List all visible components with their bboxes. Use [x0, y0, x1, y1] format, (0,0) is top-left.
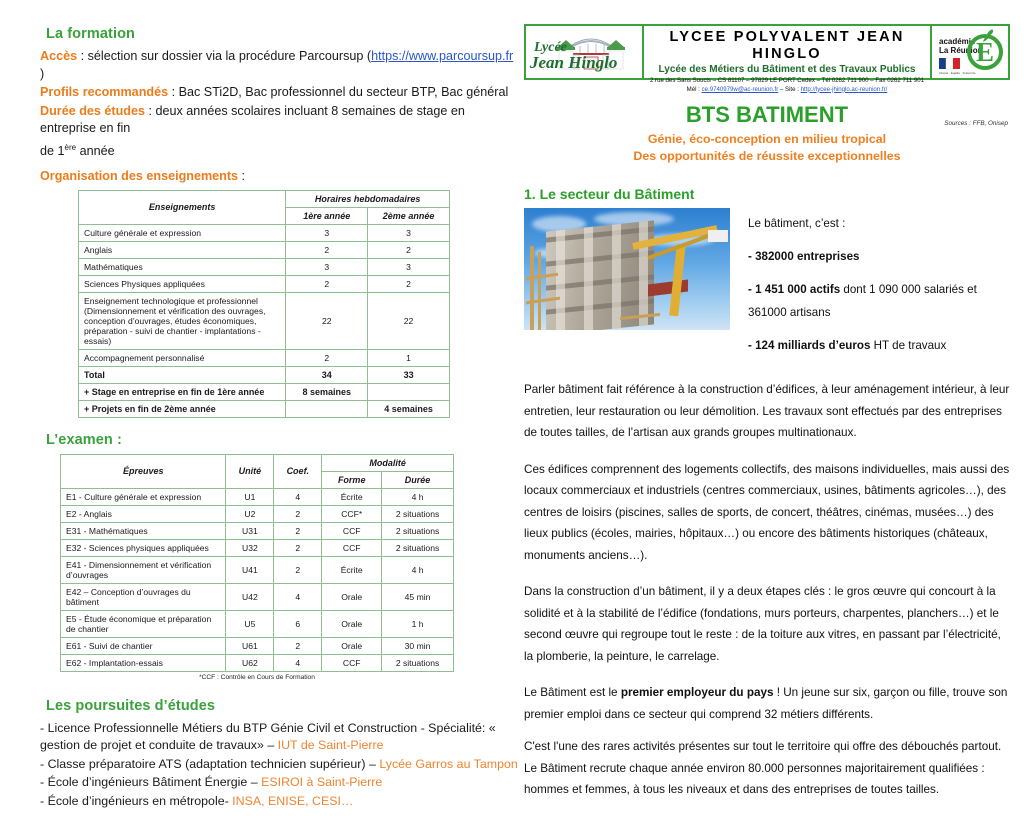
- poursuites-list: [40, 720, 520, 811]
- cell-forme: CCF: [322, 654, 382, 671]
- paragraph-3: Dans la construction d’un bâtiment, il y a deux étapes clés : le gros œuvre qui concourt à la solidité et à la stabilité de l’édifice (fondations, murs porteurs, charpentes, planchers…) et le second œuvre qui regroupe tout le reste : de la toiture aux vitres, en passant par l’électricité, la plomberie, la peinture, le carrelage.: [524, 585, 1001, 663]
- cell-year-2: 22: [368, 292, 450, 349]
- table-row: [79, 258, 450, 275]
- cell-subject: Sciences Physiques appliquées: [79, 275, 286, 292]
- table-header-row: [61, 454, 454, 471]
- fact-travaux: [748, 334, 1010, 357]
- table-row: [79, 383, 450, 400]
- cell-epreuve: E41 - Dimensionnement et vérification d’ouvrages: [61, 556, 226, 583]
- cell-forme: CCF: [322, 539, 382, 556]
- svg-text:Liberté · Égalité · Fraternité: Liberté · Égalité · Fraternité: [939, 71, 976, 75]
- fact-actifs-rest: dont 1 090 000 salariés et 361000 artisans: [748, 283, 977, 319]
- ordinal-suffix: ère: [64, 142, 77, 152]
- cell-coef: 2: [274, 522, 322, 539]
- cell-coef: 2: [274, 505, 322, 522]
- cell-coef: 2: [274, 637, 322, 654]
- school-contact: [646, 86, 928, 95]
- cell-epreuve: E2 - Anglais: [61, 505, 226, 522]
- cell-year-1: 3: [286, 258, 368, 275]
- list-item-text: - Classe préparatoire ATS (adaptation technicien supérieur) –: [40, 756, 380, 771]
- cell-forme: CCF: [322, 522, 382, 539]
- profils-label: Profils recommandés: [40, 85, 169, 99]
- right-column: [524, 24, 1010, 816]
- cell-year-1: 22: [286, 292, 368, 349]
- cell-subject: + Stage en entreprise en fin de 1ère année: [79, 383, 286, 400]
- poursuites-heading: Les poursuites d’études: [46, 697, 216, 714]
- cell-year-1: [286, 400, 368, 417]
- cell-year-1: 8 semaines: [286, 383, 368, 400]
- fact-actifs: [748, 278, 1010, 324]
- cell-duree: 45 min: [382, 583, 454, 610]
- construction-site-photo: [524, 208, 730, 330]
- profils-text: : Bac STi2D, Bac professionnel du secteur BTP, Bac général: [168, 85, 509, 99]
- cell-epreuve: E5 - Étude économique et préparation de chantier: [61, 610, 226, 637]
- duree-line: [40, 103, 520, 138]
- cell-unite: U1: [226, 488, 274, 505]
- cell-forme: Écrite: [322, 556, 382, 583]
- cell-duree: 2 situations: [382, 505, 454, 522]
- cell-year-1: 2: [286, 349, 368, 366]
- acces-label: Accès: [40, 49, 78, 63]
- table-row: [79, 400, 450, 417]
- site-separator: – Site :: [778, 85, 801, 93]
- cell-year-2: 2: [368, 275, 450, 292]
- paragraph-1: Parler bâtiment fait référence à la construction d’édifices, à leur aménagement intérieur, à leur entretien, leur restauration ou leur démolition. Les travaux sont effectués par des entreprises de toutes tailles, de l’artisan aux grands groupes multinationaux.: [524, 383, 1010, 439]
- svg-text:É: É: [976, 37, 995, 67]
- facts-intro: Le bâtiment, c’est :: [748, 217, 846, 230]
- cell-subject: Anglais: [79, 241, 286, 258]
- table-row: [79, 275, 450, 292]
- cell-year-2: 4 semaines: [368, 400, 450, 417]
- th-coef: Coef.: [274, 454, 322, 488]
- cell-unite: U32: [226, 539, 274, 556]
- page-subtitle-1: Génie, éco-conception en milieu tropical: [647, 132, 887, 146]
- paragraph-4-bold: premier employeur du pays: [620, 686, 774, 699]
- exam-table: [60, 454, 454, 672]
- cell-forme: Orale: [322, 610, 382, 637]
- cell-duree: 2 situations: [382, 654, 454, 671]
- cell-duree: 2 situations: [382, 539, 454, 556]
- cell-epreuve: E32 - Sciences physiques appliquées: [61, 539, 226, 556]
- svg-text:Lycée: Lycée: [534, 40, 567, 55]
- cell-subject: Culture générale et expression: [79, 224, 286, 241]
- table-header-row: [79, 190, 450, 207]
- cell-unite: U5: [226, 610, 274, 637]
- fact-entreprises: [748, 245, 1010, 268]
- letterhead-text: [644, 26, 932, 93]
- cell-duree: 2 situations: [382, 522, 454, 539]
- cell-subject: Mathématiques: [79, 258, 286, 275]
- list-item-institution: Lycée Garros au Tampon: [379, 756, 518, 771]
- profils-line: [40, 84, 520, 102]
- formation-heading: La formation: [46, 26, 136, 42]
- cell-epreuve: E62 - Implantation-essais: [61, 654, 226, 671]
- table-row: [61, 505, 454, 522]
- cell-forme: Orale: [322, 637, 382, 654]
- cell-coef: 4: [274, 654, 322, 671]
- organisation-label: Organisation des enseignements: [40, 169, 239, 184]
- page-subtitle-2: Des opportunités de réussite exceptionnelles: [633, 148, 901, 163]
- th-enseignements: Enseignements: [79, 190, 286, 224]
- svg-text:Jean Hinglo: Jean Hinglo: [530, 53, 618, 72]
- acces-text: : sélection sur dossier via la procédure Parcoursup (: [77, 49, 372, 63]
- teaching-table-head: [79, 190, 450, 224]
- cell-year-1: 2: [286, 275, 368, 292]
- list-item: [40, 720, 520, 755]
- th-forme: Forme: [322, 471, 382, 488]
- list-item-institution: INSA, ENISE, CESI…: [232, 793, 354, 808]
- photo-and-facts-row: [524, 208, 1010, 367]
- table-row: [61, 637, 454, 654]
- cell-subject: Total: [79, 366, 286, 383]
- cell-unite: U62: [226, 654, 274, 671]
- page-title: BTS BATIMENT: [685, 102, 849, 127]
- table-row: [61, 488, 454, 505]
- acces-tail: ): [40, 66, 45, 81]
- list-item-institution: ESIROI à Saint-Pierre: [261, 775, 383, 790]
- cell-year-1: 2: [286, 241, 368, 258]
- cell-duree: 30 min: [382, 637, 454, 654]
- fact-entreprises-value: - 382000 entreprises: [748, 250, 860, 263]
- cell-unite: U42: [226, 583, 274, 610]
- table-row: [79, 224, 450, 241]
- cell-forme: Écrite: [322, 488, 382, 505]
- cell-forme: Orale: [322, 583, 382, 610]
- section-1-body: [524, 379, 1010, 801]
- list-item-text: - École d’ingénieurs Bâtiment Énergie –: [40, 775, 262, 790]
- list-item: [40, 793, 520, 811]
- cell-subject: + Projets en fin de 2ème année: [79, 400, 286, 417]
- cell-year-1: 3: [286, 224, 368, 241]
- cell-epreuve: E61 - Suivi de chantier: [61, 637, 226, 654]
- mail-prefix: Mél :: [686, 85, 702, 93]
- cell-duree: 4 h: [382, 488, 454, 505]
- cell-year-2: 33: [368, 366, 450, 383]
- school-title: LYCEE POLYVALENT JEAN HINGLO: [669, 29, 905, 62]
- paragraph-5: C'est l'une des rares activités présentes sur tout le territoire qui offre des débouchés partout. Le Bâtiment recrute chaque année environ 80.000 personnes majoritairement qualifiées : hommes et femmes, à tous les niveaux et dans des entreprises de toutes tailles.: [524, 740, 1002, 796]
- th-unite: Unité: [226, 454, 274, 488]
- th-duree: Durée: [382, 471, 454, 488]
- cell-unite: U31: [226, 522, 274, 539]
- table-row: [61, 522, 454, 539]
- teaching-table-body: [79, 224, 450, 417]
- cell-year-2: 3: [368, 224, 450, 241]
- list-item: [40, 774, 520, 792]
- cell-coef: 2: [274, 556, 322, 583]
- sources-note: Sources : FFB, Onisep: [944, 120, 1008, 127]
- duree-text: : deux années scolaires incluant 8 semaines de stage en entreprise en fin: [40, 103, 465, 135]
- fact-travaux-value: - 124 milliards d’euros: [748, 339, 871, 352]
- cell-year-2: 1: [368, 349, 450, 366]
- th-horaires: Horaires hebdomadaires: [286, 190, 450, 207]
- duree-line-2: [40, 139, 520, 161]
- table-row: [79, 366, 450, 383]
- letterhead: [524, 24, 1010, 93]
- academie-reunion-logo: [935, 27, 1005, 77]
- academie-logo: [932, 26, 1008, 78]
- table-row: [79, 349, 450, 366]
- left-column: [40, 26, 520, 811]
- paragraph-4-pre: Le Bâtiment est le: [524, 686, 621, 699]
- th-annee-2: 2ème année: [368, 207, 450, 224]
- paragraph-4-post: ! Un jeune sur six, garçon ou fille, trouve son premier emploi dans ce secteur qui comprend 32 métiers différents.: [524, 686, 1008, 721]
- cell-duree: 1 h: [382, 610, 454, 637]
- cell-year-2: [368, 383, 450, 400]
- organisation-colon: :: [238, 169, 246, 184]
- cell-unite: U2: [226, 505, 274, 522]
- cell-duree: 4 h: [382, 556, 454, 583]
- school-logo: [526, 26, 644, 78]
- fact-travaux-rest: HT de travaux: [870, 339, 947, 352]
- cell-unite: U41: [226, 556, 274, 583]
- cell-subject: Accompagnement personnalisé: [79, 349, 286, 366]
- fact-actifs-value: - 1 451 000 actifs: [748, 283, 841, 296]
- cell-year-2: 3: [368, 258, 450, 275]
- cell-unite: U61: [226, 637, 274, 654]
- duree-text-pre: de 1: [40, 143, 65, 158]
- th-epreuves: Épreuves: [61, 454, 226, 488]
- school-address: 2 rue des Sans Soucis – CS 81107 – 97829 LE PORT Cedex – Tél 0262 711 900 – Fax 0262 711 901: [649, 77, 925, 84]
- cell-coef: 4: [274, 583, 322, 610]
- cell-epreuve: E1 - Culture générale et expression: [61, 488, 226, 505]
- cell-year-1: 34: [286, 366, 368, 383]
- organisation-line: [40, 168, 520, 186]
- cell-year-2: 2: [368, 241, 450, 258]
- examen-heading: L’examen :: [46, 431, 122, 448]
- paragraph-2: Ces édifices comprennent des logements collectifs, des maisons individuelles, mais aussi des locaux commerciaux et industriels (centres commerciaux, usines, bâtiments agricoles…), des centres de loisirs (piscines, salles de sports, de concert, théâtres, cinémas, musées…) des lieux publics (écoles, mairies, hôpitaux…) ou encore des bâtiments historiques (châteaux, monuments anciens…).: [524, 462, 1010, 562]
- academie-line2-text: La Réunion: [939, 46, 983, 55]
- cell-subject: Enseignement technologique et professionnel (Dimensionnement et vérification des ouvrages, conception d’ouvrages, études économiques, préparation - suivi de chantier - implantations - essais): [79, 292, 286, 349]
- parcoursup-link[interactable]: https://www.parcoursup.fr: [371, 49, 514, 63]
- table-row: [61, 654, 454, 671]
- paragraph-4: [524, 682, 1010, 725]
- acces-line: [40, 48, 520, 83]
- ccf-footnote: *CCF : Contrôle en Cours de Formation: [199, 673, 315, 681]
- school-logo-graphic: [528, 27, 640, 77]
- list-item: [40, 756, 520, 774]
- table-row: [61, 583, 454, 610]
- table-row: [79, 292, 450, 349]
- cell-forme: CCF*: [322, 505, 382, 522]
- teaching-hours-table: [78, 190, 450, 418]
- list-item-institution: IUT de Saint-Pierre: [277, 738, 384, 753]
- exam-table-body: [61, 488, 454, 671]
- exam-table-head: [61, 454, 454, 488]
- school-subtitle: Lycée des Métiers du Bâtiment et des Travaux Publics: [658, 64, 916, 75]
- cell-epreuve: E42 – Conception d’ouvrages du bâtiment: [61, 583, 226, 610]
- duree-text-post: année: [76, 143, 115, 158]
- academie-line1-text: académie: [939, 37, 976, 46]
- list-item-text: - École d’ingénieurs en métropole-: [40, 793, 233, 808]
- table-row: [61, 539, 454, 556]
- th-annee-1: 1ère année: [286, 207, 368, 224]
- table-row: [61, 610, 454, 637]
- th-modalite: Modalité: [322, 454, 454, 471]
- section-1-title: 1. Le secteur du Bâtiment: [524, 186, 695, 202]
- cell-epreuve: E31 - Mathématiques: [61, 522, 226, 539]
- duree-label: Durée des études: [40, 103, 145, 118]
- cell-coef: 2: [274, 539, 322, 556]
- list-item-text: - Licence Professionnelle Métiers du BTP Génie Civil et Construction - Spécialité: « gestion de projet et conduite de travaux» –: [40, 720, 496, 753]
- building-structure: [546, 220, 654, 330]
- table-row: [79, 241, 450, 258]
- cell-coef: 6: [274, 610, 322, 637]
- sector-facts: [748, 208, 1010, 367]
- school-site-link[interactable]: http://lycee-jhinglo.ac-reunion.fr/: [800, 85, 888, 93]
- table-row: [61, 556, 454, 583]
- cell-coef: 4: [274, 488, 322, 505]
- school-email-link[interactable]: ce.9740979w@ac-reunion.fr: [701, 85, 779, 93]
